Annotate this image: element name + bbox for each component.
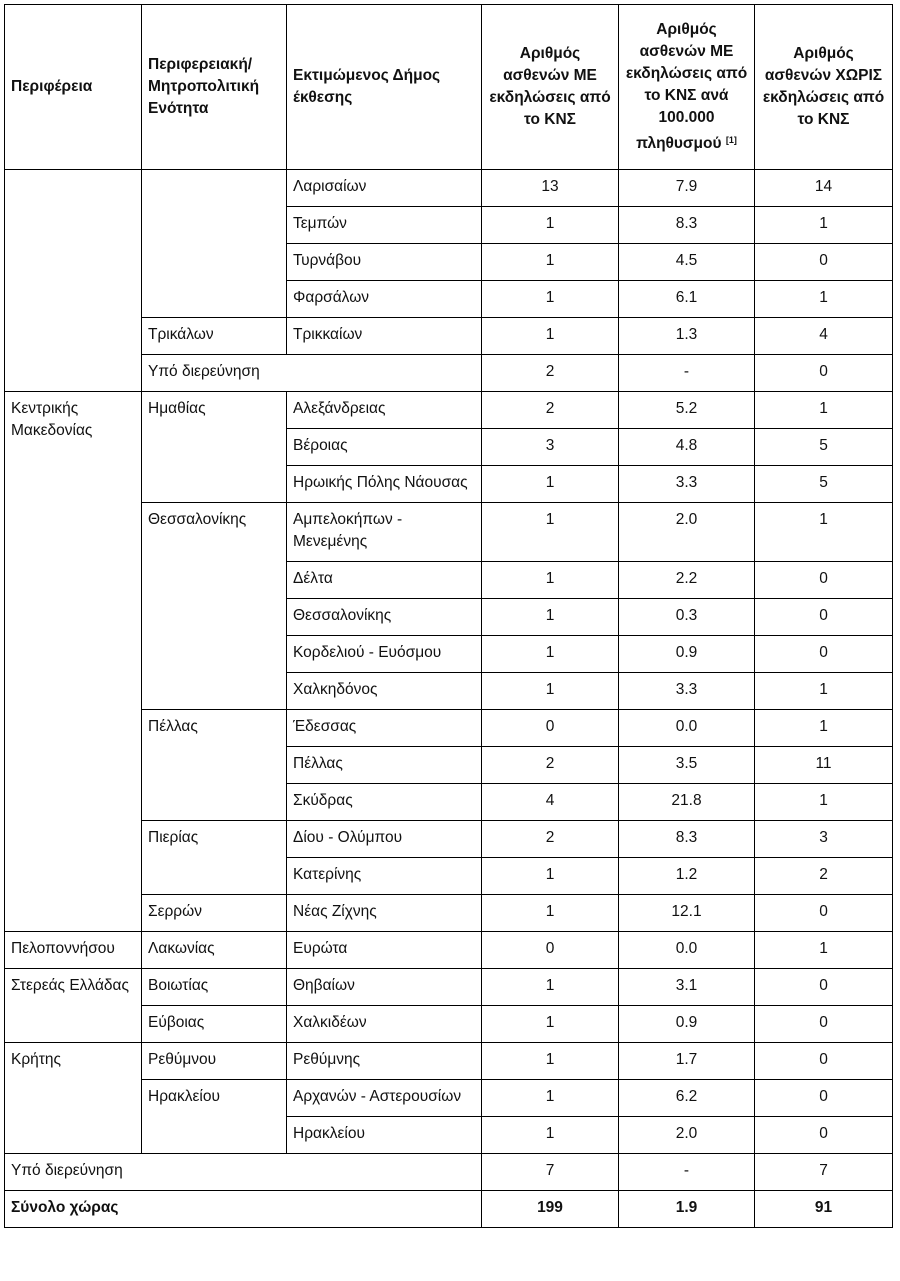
without-cns-cell: 2 — [755, 858, 893, 895]
unit-cell: Θεσσαλονίκης — [142, 503, 287, 710]
total-with-cns: 199 — [482, 1191, 619, 1228]
with-cns-cell: 3 — [482, 429, 619, 466]
per100k-cell: 4.8 — [619, 429, 755, 466]
total-per100k: 1.9 — [619, 1191, 755, 1228]
total-without-cns: 91 — [755, 1191, 893, 1228]
municipality-cell: Χαλκηδόνος — [287, 673, 482, 710]
per100k-cell: 8.3 — [619, 207, 755, 244]
without-cns-cell: 14 — [755, 170, 893, 207]
municipality-cell: Πέλλας — [287, 747, 482, 784]
without-cns-cell: 1 — [755, 673, 893, 710]
region-cell: Κρήτης — [5, 1043, 142, 1154]
header-per100k — [619, 5, 755, 170]
footnote-ref: [1] — [725, 135, 737, 145]
with-cns-cell: 1 — [482, 466, 619, 503]
per100k-cell: 0.9 — [619, 1006, 755, 1043]
municipality-cell: Ηρωικής Πόλης Νάουσας — [287, 466, 482, 503]
without-cns-cell: 11 — [755, 747, 893, 784]
region-cell — [5, 170, 142, 392]
per100k-cell: 1.7 — [619, 1043, 755, 1080]
with-cns-cell: 1 — [482, 1043, 619, 1080]
header-row — [5, 5, 893, 170]
municipality-cell: Δέλτα — [287, 562, 482, 599]
per100k-cell: 0.3 — [619, 599, 755, 636]
per100k-cell: 0.0 — [619, 932, 755, 969]
without-cns-cell: 0 — [755, 244, 893, 281]
with-cns-cell: 1 — [482, 207, 619, 244]
with-cns-cell: 0 — [482, 932, 619, 969]
municipality-cell: Λαρισαίων — [287, 170, 482, 207]
municipality-cell: Νέας Ζίχνης — [287, 895, 482, 932]
municipality-cell: Τρικκαίων — [287, 318, 482, 355]
total-row — [5, 1191, 893, 1228]
region-cell: Πελοποννήσου — [5, 932, 142, 969]
header-per100k-label: Αριθμός ασθενών ΜΕ εκδηλώσεις από το ΚΝΣ ανά 100.000 πληθυσμού — [625, 21, 748, 152]
per100k-cell: 3.3 — [619, 466, 755, 503]
municipality-cell: Θεσσαλονίκης — [287, 599, 482, 636]
with-cns-cell: 13 — [482, 170, 619, 207]
unit-cell: Βοιωτίας — [142, 969, 287, 1006]
unit-cell: Σερρών — [142, 895, 287, 932]
without-cns-cell: 0 — [755, 562, 893, 599]
per100k-cell: 21.8 — [619, 784, 755, 821]
unit-cell: Πέλλας — [142, 710, 287, 821]
with-cns-cell: 1 — [482, 673, 619, 710]
municipality-cell: Κατερίνης — [287, 858, 482, 895]
without-cns-cell: 0 — [755, 1117, 893, 1154]
per100k-cell: 6.2 — [619, 1080, 755, 1117]
per100k-cell: 2.0 — [619, 1117, 755, 1154]
without-cns-cell: 0 — [755, 636, 893, 673]
with-cns-cell: 4 — [482, 784, 619, 821]
municipality-cell: Αλεξάνδρειας — [287, 392, 482, 429]
header-region: Περιφέρεια — [5, 5, 142, 170]
unit-cell — [142, 170, 287, 318]
without-cns-cell: 0 — [755, 1006, 893, 1043]
with-cns-cell: 2 — [482, 821, 619, 858]
municipality-cell: Έδεσσας — [287, 710, 482, 747]
with-cns-cell: 1 — [482, 858, 619, 895]
unknown-row — [5, 1154, 893, 1191]
unit-cell: Τρικάλων — [142, 318, 287, 355]
with-cns-cell: 1 — [482, 1006, 619, 1043]
with-cns-cell: 0 — [482, 710, 619, 747]
without-cns-cell: 1 — [755, 710, 893, 747]
header-municipality: Εκτιμώμενος Δήμος έκθεσης — [287, 5, 482, 170]
table-row — [5, 170, 893, 207]
unknown-label: Υπό διερεύνηση — [5, 1154, 482, 1191]
without-cns-cell: 0 — [755, 1080, 893, 1117]
municipality-cell: Βέροιας — [287, 429, 482, 466]
per100k-cell: 12.1 — [619, 895, 755, 932]
per100k-cell: 1.3 — [619, 318, 755, 355]
municipality-cell: Τυρνάβου — [287, 244, 482, 281]
municipality-cell: Ρεθύμνης — [287, 1043, 482, 1080]
with-cns-cell: 1 — [482, 969, 619, 1006]
without-cns-cell: 0 — [755, 1043, 893, 1080]
per100k-cell: 7.9 — [619, 170, 755, 207]
without-cns-cell: 1 — [755, 392, 893, 429]
with-cns-cell: 2 — [482, 392, 619, 429]
without-cns-cell: 0 — [755, 355, 893, 392]
municipality-cell: Τεμπών — [287, 207, 482, 244]
unit-cell: Εύβοιας — [142, 1006, 287, 1043]
per100k-cell: 2.0 — [619, 503, 755, 562]
without-cns-cell: 0 — [755, 969, 893, 1006]
unit-cell: Λακωνίας — [142, 932, 287, 969]
without-cns-cell: 3 — [755, 821, 893, 858]
region-cell: Κεντρικής Μακεδονίας — [5, 392, 142, 932]
per100k-cell: 0.9 — [619, 636, 755, 673]
with-cns-cell: 1 — [482, 244, 619, 281]
with-cns-cell: 2 — [482, 355, 619, 392]
municipality-cell: Ευρώτα — [287, 932, 482, 969]
municipality-cell: Κορδελιού - Ευόσμου — [287, 636, 482, 673]
table-row — [5, 1043, 893, 1080]
per100k-cell: 6.1 — [619, 281, 755, 318]
without-cns-cell: 4 — [755, 318, 893, 355]
header-unit: Περιφερειακή/ Μητροπολιτική Ενότητα — [142, 5, 287, 170]
unit-cell: Ηρακλείου — [142, 1080, 287, 1154]
table-row — [5, 932, 893, 969]
header-with-cns: Αριθμός ασθενών ΜΕ εκδηλώσεις από το ΚΝΣ — [482, 5, 619, 170]
per100k-cell: 1.2 — [619, 858, 755, 895]
per100k-cell: 3.5 — [619, 747, 755, 784]
municipality-cell: Χαλκιδέων — [287, 1006, 482, 1043]
without-cns-cell: 5 — [755, 466, 893, 503]
unit-cell: Υπό διερεύνηση — [142, 355, 482, 392]
unit-cell: Ημαθίας — [142, 392, 287, 503]
table-row — [5, 392, 893, 429]
unit-cell: Πιερίας — [142, 821, 287, 895]
without-cns-cell: 1 — [755, 503, 893, 562]
without-cns-cell: 1 — [755, 207, 893, 244]
municipality-cell: Φαρσάλων — [287, 281, 482, 318]
without-cns-cell: 0 — [755, 895, 893, 932]
municipality-cell: Θηβαίων — [287, 969, 482, 1006]
with-cns-cell: 1 — [482, 281, 619, 318]
per100k-cell: - — [619, 355, 755, 392]
with-cns-cell: 1 — [482, 503, 619, 562]
table-row — [5, 969, 893, 1006]
without-cns-cell: 5 — [755, 429, 893, 466]
header-without-cns: Αριθμός ασθενών ΧΩΡΙΣ εκδηλώσεις από το ΚΝΣ — [755, 5, 893, 170]
with-cns-cell: 1 — [482, 895, 619, 932]
without-cns-cell: 1 — [755, 784, 893, 821]
with-cns-cell: 1 — [482, 636, 619, 673]
without-cns-cell: 0 — [755, 599, 893, 636]
without-cns-cell: 1 — [755, 281, 893, 318]
without-cns-cell: 7 — [755, 1154, 893, 1191]
with-cns-cell: 1 — [482, 562, 619, 599]
with-cns-cell: 1 — [482, 318, 619, 355]
with-cns-cell: 1 — [482, 1080, 619, 1117]
per100k-cell: 8.3 — [619, 821, 755, 858]
per100k-cell: 4.5 — [619, 244, 755, 281]
with-cns-cell: 7 — [482, 1154, 619, 1191]
per100k-cell: 2.2 — [619, 562, 755, 599]
with-cns-cell: 1 — [482, 599, 619, 636]
unit-cell: Ρεθύμνου — [142, 1043, 287, 1080]
per100k-cell: 0.0 — [619, 710, 755, 747]
total-label: Σύνολο χώρας — [5, 1191, 482, 1228]
per100k-cell: 5.2 — [619, 392, 755, 429]
per100k-cell: 3.3 — [619, 673, 755, 710]
per100k-cell: - — [619, 1154, 755, 1191]
municipality-cell: Αρχανών - Αστερουσίων — [287, 1080, 482, 1117]
cases-table — [4, 4, 893, 1228]
per100k-cell: 3.1 — [619, 969, 755, 1006]
municipality-cell: Δίου - Ολύμπου — [287, 821, 482, 858]
region-cell: Στερεάς Ελλάδας — [5, 969, 142, 1043]
municipality-cell: Αμπελοκήπων - Μενεμένης — [287, 503, 482, 562]
municipality-cell: Ηρακλείου — [287, 1117, 482, 1154]
with-cns-cell: 1 — [482, 1117, 619, 1154]
without-cns-cell: 1 — [755, 932, 893, 969]
with-cns-cell: 2 — [482, 747, 619, 784]
municipality-cell: Σκύδρας — [287, 784, 482, 821]
